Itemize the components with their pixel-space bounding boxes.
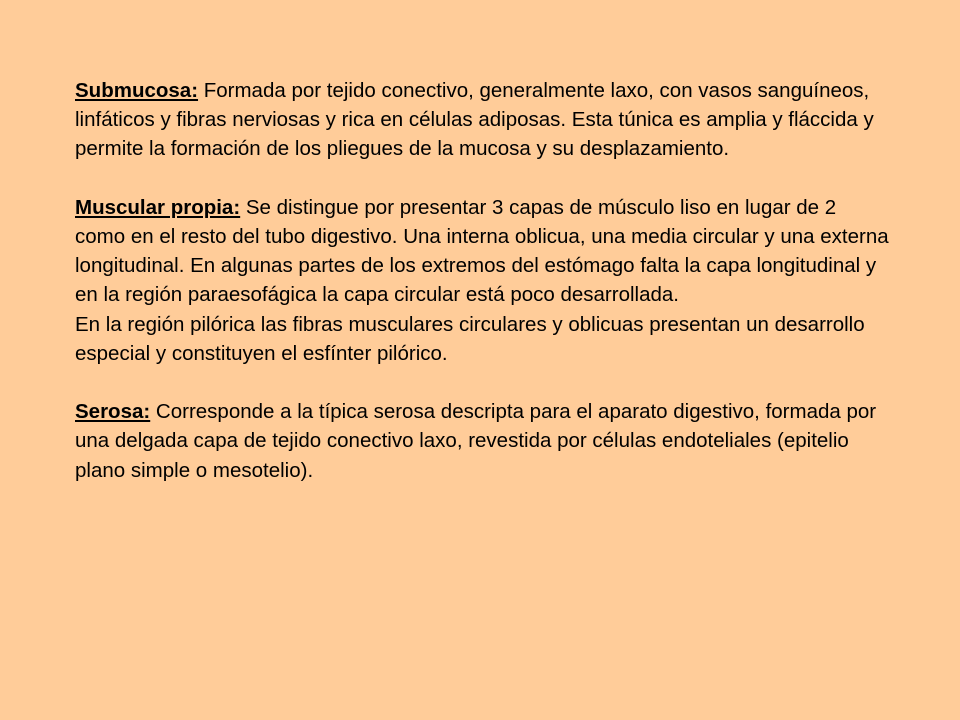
serosa-paragraph (75, 397, 890, 485)
muscular-propia-extra-text: En la región pilórica las fibras musculares circulares y oblicuas presentan un desarrollo especial y constituyen el esfínter pilórico. (75, 312, 865, 365)
submucosa-text: Formada por tejido conectivo, generalmente laxo, con vasos sanguíneos, linfáticos y fibras nerviosas y rica en células adiposas. Esta túnica es amplia y fláccida y permite la formación de los pliegues de la mucosa y su desplazamiento. (75, 79, 874, 161)
serosa-term: Serosa: (75, 400, 151, 424)
muscular-propia-extra-paragraph (75, 310, 890, 368)
muscular-propia-text: Se distingue por presentar 3 capas de músculo liso en lugar de 2 como en el resto del tubo digestivo. Una interna oblicua, una media circular y una externa longitudinal. En algunas partes de los extremos del estómago falta la capa longitudinal y en la región paraesofágica la capa circular está poco desarrollada. (75, 195, 889, 307)
muscular-propia-paragraph (75, 193, 890, 310)
submucosa-paragraph (75, 76, 890, 164)
submucosa-term: Submucosa: (75, 79, 199, 102)
serosa-text: Corresponde a la típica serosa descripta para el aparato digestivo, formada por una delgada capa de tejido conectivo laxo, revestida por células endoteliales (epitelio plano simple o mesotelio). (75, 400, 877, 482)
muscular-propia-term: Muscular propia: (75, 195, 241, 219)
paragraph-gap (75, 164, 890, 193)
paragraph-gap (75, 368, 890, 397)
